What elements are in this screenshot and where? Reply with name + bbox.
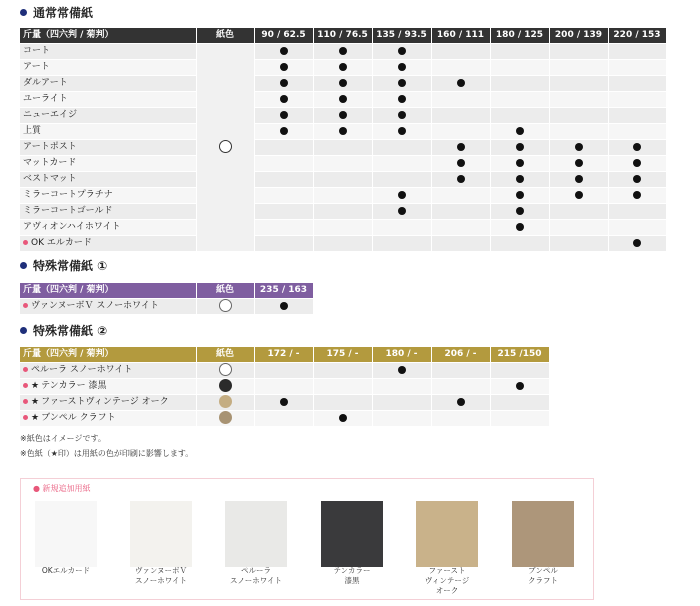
available-dot-icon [575, 143, 583, 151]
new-mark-icon [23, 367, 28, 372]
available-dot-icon [457, 175, 465, 183]
availability-cell [549, 204, 608, 220]
paper-name [20, 220, 196, 236]
paper-color-swatch-icon [219, 379, 232, 392]
caption-line: ヴィンテージ [424, 576, 470, 585]
availability-cell [490, 108, 549, 124]
availability-cell [313, 395, 372, 411]
note-image: ※紙色はイメージです。 [20, 434, 106, 443]
standard-paper-table [20, 28, 667, 252]
availability-cell [254, 204, 313, 220]
heading-bullet-icon [20, 327, 27, 334]
paper-name [20, 395, 196, 411]
availability-cell [372, 124, 431, 140]
availability-cell [313, 236, 372, 252]
star-icon: ★ [31, 381, 40, 391]
availability-cell [313, 379, 372, 395]
paper-name [20, 92, 196, 108]
header-weight: 斤量（四六判 / 菊判） [20, 347, 196, 363]
available-dot-icon [575, 191, 583, 199]
paper-name-label: テンカラー 漆黒 [41, 381, 107, 391]
paper-name [20, 124, 196, 140]
paper-name-label: ブンペル クラフト [41, 413, 116, 423]
header-weight-col: 200 / 139 [549, 28, 608, 44]
paper-name-label: マットカード [23, 158, 77, 168]
availability-cell [313, 172, 372, 188]
header-weight-col: 135 / 93.5 [372, 28, 431, 44]
paper-name-label: ユーライト [23, 94, 68, 104]
paper-name-label: アヴィオンハイホワイト [23, 222, 121, 232]
section2-title: 特殊常備紙 ① [33, 258, 108, 273]
availability-cell [490, 172, 549, 188]
paper-name-label: ミラーコートプラチナ [23, 190, 113, 200]
availability-cell [313, 220, 372, 236]
availability-cell [608, 156, 666, 172]
availability-cell [372, 92, 431, 108]
availability-cell [372, 76, 431, 92]
paper-name [20, 379, 196, 395]
availability-cell [313, 188, 372, 204]
availability-cell [431, 204, 490, 220]
availability-cell [372, 411, 431, 427]
paper-name [20, 188, 196, 204]
table-row [20, 108, 666, 124]
availability-cell [254, 363, 313, 379]
table-row [20, 363, 549, 379]
paper-color-cell [196, 411, 254, 427]
availability-cell [254, 299, 313, 315]
heading-bullet-icon [20, 262, 27, 269]
availability-cell [254, 140, 313, 156]
availability-cell [254, 108, 313, 124]
star-icon: ★ [31, 397, 40, 407]
caption-line: スノーホワイト [134, 576, 188, 585]
availability-cell [490, 395, 549, 411]
white-circle-icon [219, 140, 232, 153]
paper-name [20, 172, 196, 188]
new-mark-icon [23, 415, 28, 420]
availability-cell [431, 220, 490, 236]
paper-sample-caption [118, 566, 204, 586]
paper-name-label: OK エルカード [31, 238, 92, 248]
table-row [20, 124, 666, 140]
availability-cell [372, 140, 431, 156]
availability-cell [549, 44, 608, 60]
paper-sample-swatch [130, 501, 192, 567]
availability-cell [313, 204, 372, 220]
caption-line: ペルーラ [241, 566, 271, 575]
available-dot-icon [633, 143, 641, 151]
paper-sample-swatch [512, 501, 574, 567]
paper-sample-caption [213, 566, 299, 586]
availability-cell [313, 76, 372, 92]
availability-cell [490, 156, 549, 172]
available-dot-icon [457, 398, 465, 406]
paper-name-label: アート [23, 62, 50, 72]
header-weight-col: 172 / - [254, 347, 313, 363]
availability-cell [313, 60, 372, 76]
availability-cell [313, 108, 372, 124]
header-weight-col: 160 / 111 [431, 28, 490, 44]
availability-cell [608, 60, 666, 76]
table-row [20, 188, 666, 204]
availability-cell [549, 140, 608, 156]
availability-cell [490, 60, 549, 76]
available-dot-icon [280, 63, 288, 71]
availability-cell [431, 411, 490, 427]
availability-cell [254, 411, 313, 427]
header-weight-col: 215 /150 [490, 347, 549, 363]
caption-line: ブンペル [528, 566, 558, 575]
availability-cell [313, 156, 372, 172]
available-dot-icon [516, 159, 524, 167]
availability-cell [549, 220, 608, 236]
availability-cell [254, 60, 313, 76]
available-dot-icon [516, 382, 524, 390]
table-row [20, 156, 666, 172]
table-row [20, 220, 666, 236]
availability-cell [608, 140, 666, 156]
paper-name [20, 156, 196, 172]
paper-sample-caption [500, 566, 586, 586]
available-dot-icon [516, 207, 524, 215]
available-dot-icon [633, 175, 641, 183]
availability-cell [549, 188, 608, 204]
availability-cell [372, 44, 431, 60]
available-dot-icon [339, 414, 347, 422]
available-dot-icon [280, 398, 288, 406]
availability-cell [608, 108, 666, 124]
paper-name [20, 76, 196, 92]
header-weight: 斤量（四六判 / 菊判） [20, 283, 196, 299]
availability-cell [254, 124, 313, 140]
available-dot-icon [633, 191, 641, 199]
availability-cell [372, 395, 431, 411]
paper-name-label: ニューエイジ [23, 110, 78, 120]
availability-cell [608, 204, 666, 220]
paper-name-label: ミラーコートゴールド [23, 206, 113, 216]
available-dot-icon [339, 111, 347, 119]
availability-cell [431, 188, 490, 204]
available-dot-icon [339, 95, 347, 103]
table-row [20, 236, 666, 252]
availability-cell [608, 220, 666, 236]
availability-cell [490, 140, 549, 156]
new-mark-icon [23, 383, 28, 388]
available-dot-icon [398, 127, 406, 135]
availability-cell [372, 108, 431, 124]
availability-cell [313, 363, 372, 379]
new-papers-panel [20, 478, 594, 600]
table-row [20, 411, 549, 427]
header-weight-col: 90 / 62.5 [254, 28, 313, 44]
availability-cell [549, 236, 608, 252]
available-dot-icon [457, 79, 465, 87]
available-dot-icon [280, 95, 288, 103]
available-dot-icon [339, 79, 347, 87]
special-paper-table-1 [20, 283, 314, 315]
table-row [20, 379, 549, 395]
table-row [20, 44, 666, 60]
header-weight-col: 180 / 125 [490, 28, 549, 44]
table-row [20, 172, 666, 188]
table-row [20, 140, 666, 156]
heading-bullet-icon [20, 9, 27, 16]
availability-cell [254, 379, 313, 395]
available-dot-icon [398, 95, 406, 103]
availability-cell [490, 363, 549, 379]
available-dot-icon [398, 207, 406, 215]
header-weight: 斤量（四六判 / 菊判） [20, 28, 196, 44]
paper-name-label: ダルアート [23, 78, 68, 88]
availability-cell [431, 236, 490, 252]
availability-cell [431, 140, 490, 156]
availability-cell [431, 108, 490, 124]
paper-color-swatch-icon [219, 411, 232, 424]
special-paper-table-2 [20, 347, 550, 427]
availability-cell [254, 188, 313, 204]
paper-sample-caption [23, 566, 109, 576]
available-dot-icon [516, 143, 524, 151]
availability-cell [549, 124, 608, 140]
availability-cell [490, 220, 549, 236]
section3-heading [20, 322, 107, 338]
available-dot-icon [516, 223, 524, 231]
paper-name-label: ファーストヴィンテージ オーク [41, 397, 169, 407]
availability-cell [490, 188, 549, 204]
availability-cell [608, 172, 666, 188]
availability-cell [490, 379, 549, 395]
paper-sample-caption [309, 566, 395, 586]
section3-title: 特殊常備紙 ② [33, 323, 108, 338]
available-dot-icon [280, 302, 288, 310]
header-weight-col: 175 / - [313, 347, 372, 363]
available-dot-icon [516, 127, 524, 135]
table-row [20, 60, 666, 76]
table-row [20, 92, 666, 108]
paper-name [20, 236, 196, 252]
availability-cell [549, 76, 608, 92]
paper-name-label: ヴァンヌーボＶ スノーホワイト [31, 301, 159, 311]
section1-title: 通常常備紙 [33, 5, 94, 20]
availability-cell [254, 236, 313, 252]
table-row [20, 395, 549, 411]
available-dot-icon [575, 159, 583, 167]
paper-color-cell [196, 395, 254, 411]
availability-cell [372, 363, 431, 379]
available-dot-icon [280, 79, 288, 87]
available-dot-icon [339, 127, 347, 135]
caption-line: 漆黒 [344, 576, 360, 585]
new-mark-icon [23, 303, 28, 308]
availability-cell [490, 236, 549, 252]
availability-cell [608, 92, 666, 108]
header-paper-color: 紙色 [196, 28, 254, 44]
availability-cell [608, 188, 666, 204]
availability-cell [490, 76, 549, 92]
header-weight-col: 110 / 76.5 [313, 28, 372, 44]
header-weight-col: 220 / 153 [608, 28, 666, 44]
header-weight-col: 206 / - [431, 347, 490, 363]
availability-cell [372, 379, 431, 395]
availability-cell [254, 156, 313, 172]
availability-cell [372, 236, 431, 252]
caption-line: OKエルカード [41, 566, 91, 575]
availability-cell [372, 60, 431, 76]
new-papers-title: ● 新規追加用紙 [33, 484, 91, 493]
availability-cell [431, 60, 490, 76]
availability-cell [254, 220, 313, 236]
available-dot-icon [398, 63, 406, 71]
paper-name [20, 60, 196, 76]
availability-cell [313, 124, 372, 140]
paper-name-label: ペルーラ スノーホワイト [31, 365, 133, 375]
header-paper-color: 紙色 [196, 347, 254, 363]
caption-line: ファースト [428, 566, 466, 575]
available-dot-icon [633, 239, 641, 247]
availability-cell [431, 124, 490, 140]
availability-cell [431, 363, 490, 379]
availability-cell [549, 92, 608, 108]
paper-sample-swatch [35, 501, 97, 567]
paper-color-cell [196, 44, 254, 252]
availability-cell [313, 92, 372, 108]
header-weight-col: 180 / - [372, 347, 431, 363]
caption-line: スノーホワイト [229, 576, 283, 585]
available-dot-icon [339, 63, 347, 71]
available-dot-icon [516, 175, 524, 183]
paper-color-swatch-icon [219, 395, 232, 408]
new-mark-icon [23, 399, 28, 404]
paper-name-label: 上質 [23, 126, 42, 136]
availability-cell [254, 395, 313, 411]
availability-cell [372, 204, 431, 220]
availability-cell [431, 156, 490, 172]
paper-sample-swatch [321, 501, 383, 567]
availability-cell [431, 172, 490, 188]
caption-line: ヴァンヌーボＶ [134, 566, 188, 575]
paper-name [20, 411, 196, 427]
caption-line: クラフト [528, 576, 558, 585]
availability-cell [490, 92, 549, 108]
availability-cell [431, 44, 490, 60]
paper-name-label: ベストマット [23, 174, 77, 184]
paper-sample-swatch [225, 501, 287, 567]
note-color-paper: ※色紙（★印）は用紙の色が印刷に影響します。 [20, 449, 194, 458]
availability-cell [608, 76, 666, 92]
available-dot-icon [398, 79, 406, 87]
availability-cell [608, 44, 666, 60]
availability-cell [549, 172, 608, 188]
availability-cell [608, 236, 666, 252]
table-row [20, 299, 313, 315]
table-row [20, 76, 666, 92]
paper-sample-caption [404, 566, 490, 596]
new-mark-icon [23, 240, 28, 245]
section2-heading [20, 257, 107, 273]
availability-cell [549, 108, 608, 124]
availability-cell [254, 92, 313, 108]
paper-color-cell [196, 363, 254, 379]
availability-cell [549, 156, 608, 172]
available-dot-icon [633, 159, 641, 167]
paper-sample-swatch [416, 501, 478, 567]
paper-name [20, 44, 196, 60]
available-dot-icon [575, 175, 583, 183]
availability-cell [372, 220, 431, 236]
availability-cell [313, 44, 372, 60]
available-dot-icon [398, 47, 406, 55]
availability-cell [254, 76, 313, 92]
availability-cell [490, 411, 549, 427]
available-dot-icon [339, 47, 347, 55]
availability-cell [490, 124, 549, 140]
paper-name [20, 140, 196, 156]
paper-name-label: アートポスト [23, 142, 77, 152]
available-dot-icon [398, 111, 406, 119]
availability-cell [431, 76, 490, 92]
availability-cell [313, 140, 372, 156]
available-dot-icon [280, 111, 288, 119]
availability-cell [431, 395, 490, 411]
paper-name [20, 299, 196, 315]
header-weight-col: 235 / 163 [254, 283, 313, 299]
caption-line: オーク [435, 586, 459, 595]
available-dot-icon [457, 159, 465, 167]
availability-cell [372, 188, 431, 204]
availability-cell [431, 379, 490, 395]
paper-name [20, 363, 196, 379]
availability-cell [254, 172, 313, 188]
paper-name [20, 204, 196, 220]
paper-color-swatch-icon [219, 299, 232, 312]
availability-cell [490, 44, 549, 60]
paper-name-label: コート [23, 46, 51, 56]
table-row [20, 204, 666, 220]
paper-color-cell [196, 379, 254, 395]
available-dot-icon [516, 191, 524, 199]
available-dot-icon [457, 143, 465, 151]
availability-cell [254, 44, 313, 60]
availability-cell [313, 411, 372, 427]
paper-color-cell [196, 299, 254, 315]
available-dot-icon [398, 366, 406, 374]
section1-heading [20, 4, 93, 20]
availability-cell [372, 172, 431, 188]
paper-name [20, 108, 196, 124]
available-dot-icon [398, 191, 406, 199]
header-paper-color: 紙色 [196, 283, 254, 299]
availability-cell [549, 60, 608, 76]
caption-line: テンカラー [333, 566, 371, 575]
availability-cell [431, 92, 490, 108]
paper-color-swatch-icon [219, 363, 232, 376]
star-icon: ★ [31, 413, 40, 423]
available-dot-icon [280, 47, 288, 55]
available-dot-icon [280, 127, 288, 135]
availability-cell [372, 156, 431, 172]
availability-cell [490, 204, 549, 220]
availability-cell [608, 124, 666, 140]
